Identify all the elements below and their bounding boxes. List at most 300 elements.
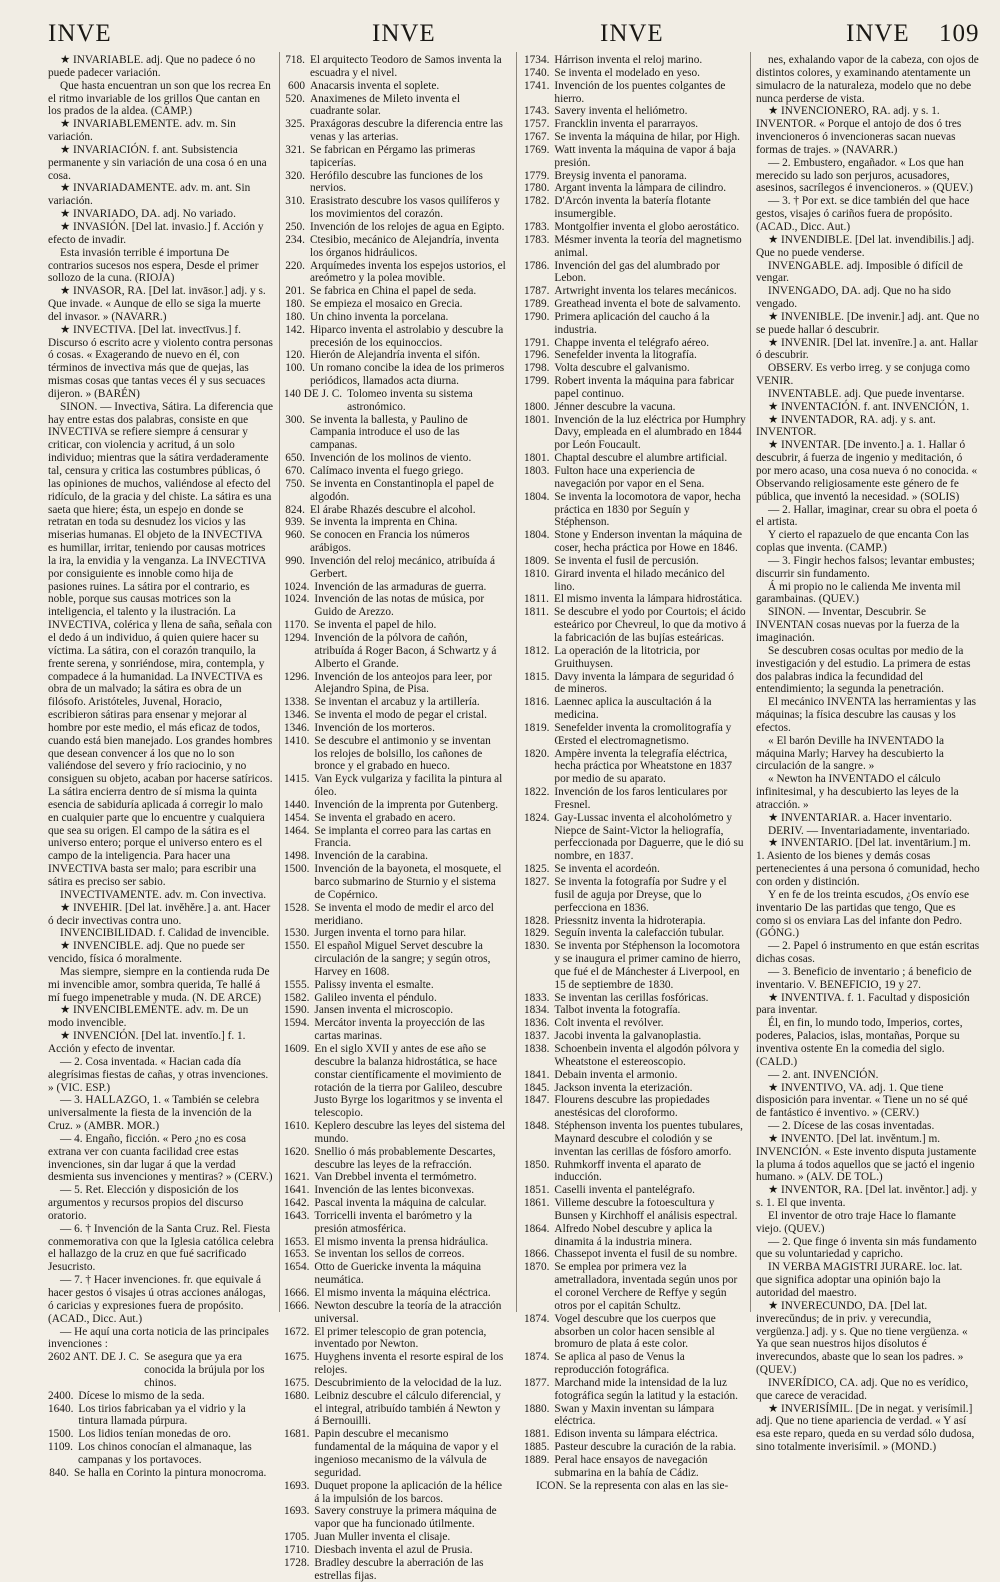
entry-paragraph: ★ INVARIADO, DA. adj. No variado.	[60, 208, 236, 221]
chronology-text: Marchand mide la intensidad de la luz fotográfica según la latitud y la estación.	[554, 1376, 738, 1402]
chronology-year: 1847.	[524, 1094, 550, 1107]
chronology-row	[284, 1300, 506, 1326]
chronology-text: Argant inventa la lámpara de cilindro.	[554, 182, 727, 195]
chronology-text: Se inventa el acordeón.	[554, 863, 660, 876]
entry-paragraph: — 2. Embustero, engañador. « Los que han merecido su lado son perjuros, acusadores, asesinos, sacrílegos é invencioneros. » (QUEV.)	[756, 156, 973, 195]
chronology-text: Laennec aplica la auscultación á la medicina.	[554, 696, 712, 722]
entry-paragraph: « El barón Deville ha INVENTADO la máquina Marly; Harvey ha descubierto la circulación de la sangre. »	[756, 734, 945, 773]
entry-paragraph: — 2. Que finge ó inventa sin más fundamento que su voluntariedad y capricho.	[756, 1235, 977, 1261]
chronology-year: 1170.	[284, 619, 309, 632]
chronology-row	[524, 1184, 746, 1197]
chronology-year: 1786.	[524, 259, 550, 272]
chronology-row	[524, 221, 746, 234]
chronology-row	[284, 773, 506, 799]
chronology-row	[284, 234, 506, 260]
chronology-year: 1837.	[524, 1030, 550, 1043]
chronology-year: 1710.	[284, 1543, 310, 1556]
chronology-text: Debain inventa el armonio.	[554, 1068, 678, 1081]
chronology-year: 1643.	[284, 1209, 310, 1222]
column-3	[524, 54, 746, 1492]
chronology-row	[284, 812, 506, 825]
entry-paragraph: ★ INVENIR. [Del lat. invenīre.] a. ant. Hallar ó descubrir.	[756, 336, 978, 362]
chronology-row	[524, 1004, 746, 1017]
chronology-year: 1828.	[524, 914, 550, 927]
chronology-year: 1816.	[524, 696, 550, 709]
chronology-text: Senefelder inventa la cromolitografía y Œrsted el electromagnetismo.	[554, 721, 732, 747]
chronology-row	[284, 1544, 506, 1557]
chronology-text: Un romano concibe la idea de los primeros periódicos, llamados acta diurna.	[310, 362, 505, 388]
chronology-row	[284, 414, 506, 453]
entry-paragraph: — 2. Hallar, imaginar, crear su obra el poeta ó el artista.	[756, 503, 978, 529]
entry-paragraph: — 7. † Hacer invenciones. fr. que equivale á hacer gestos ó visajes ú otras acciones análogas, ó caricias y expresiones fuera de propósito. (ACAD., Dicc. Aut.)	[48, 1274, 266, 1325]
chronology-year: 1801.	[524, 452, 550, 465]
chronology-row	[284, 260, 506, 286]
chronology-text: Jacobi inventa la galvanoplastia.	[554, 1030, 702, 1043]
chronology-text: Se inventa el modo de pegar el cristal.	[314, 709, 487, 722]
chronology-year: 1675.	[284, 1351, 310, 1364]
chronology-year: 1693.	[284, 1479, 310, 1492]
chronology-text: Se inventa la máquina de hilar, por High.	[554, 131, 741, 144]
chronology-year: 1693.	[284, 1505, 310, 1518]
entry-paragraph: ★ INVENTOR, RA. [Del lat. invĕntor.] adj. y s. 1. El que inventa.	[756, 1184, 977, 1210]
chronology-year: 1812.	[524, 644, 550, 657]
entry-paragraph: IN VERBA MAGISTRI JURARE. loc. lat. que significa adoptar una opinión bajo la autoridad del maestro.	[756, 1261, 963, 1299]
chronology-row	[284, 1505, 506, 1531]
chronology-text: El español Miguel Servet descubre la circulación de la sangre; y según otros, Harvey en 1608.	[314, 940, 491, 978]
entry-paragraph: ★ INVENTIVA. f. 1. Facultad y disposición para inventar.	[756, 991, 970, 1017]
chronology-text: Schoenbein inventa el algodón pólvora y Wheatstone el estereoscopio.	[554, 1042, 740, 1068]
chronology-row	[284, 362, 506, 388]
chronology-row	[524, 195, 746, 221]
entry-paragraph: ★ INVENTADOR, RA. adj. y s. ant. INVENTOR.	[756, 413, 936, 439]
chronology-text: Se inventa por Stéphenson la locomotora y se inaugura el primer camino de hierro, que fué el de Mánchester á Liverpool, en 15 de septiembre de 1830.	[554, 940, 741, 991]
entry-paragraph: Y cierto el rapazuelo de que encanta Con las coplas que inventa. (CAMP.)	[756, 529, 969, 555]
entry-paragraph: — 3. Beneficio de inventario ; á beneficio de inventario. V. BENEFICIO, 19 y 27.	[756, 965, 972, 991]
entry-paragraph: nes, exhalando vapor de la cabeza, con ojos de distintos colores, y examinando atentamente un simulacro de la naturaleza, modelo que no debe nunca perderse de vista.	[756, 54, 979, 105]
chronology-year: 1672.	[284, 1325, 310, 1338]
chronology-year: 1440.	[284, 798, 310, 811]
entry-paragraph: ★ INVASOR, RA. [Del lat. invāsor.] adj. y s. Que invade. « Aunque de ello se siga la muerte del invasor. » (NAVARR.)	[48, 285, 266, 323]
running-head-right: INVE	[846, 20, 910, 47]
chronology-year: 840.	[49, 1466, 69, 1479]
chronology-row	[524, 568, 746, 594]
chronology-text: Senefelder inventa la litografía.	[554, 349, 697, 362]
chronology-year: 1415.	[284, 773, 310, 786]
chronology-text: Mésmer inventa la teoría del magnetismo animal.	[554, 233, 742, 259]
chronology-year: 1530.	[284, 927, 310, 940]
chronology-row	[524, 311, 746, 337]
entry-paragraph: ★ INVENIBLE. [De invenir.] adj. ant. Que no se puede hallar ó descubrir.	[756, 310, 980, 336]
chronology-text: Invención de la bayoneta, el mosquete, el barco submarino de Sturnio y el sistema de Copérnico.	[314, 863, 502, 901]
chronology-year: 939.	[285, 516, 305, 529]
chronology-text: Snellio ó más probablemente Descartes, descubre las leyes de la refracción.	[314, 1145, 496, 1171]
chronology-text: Talbot inventa la fotografía.	[554, 1004, 681, 1017]
chronology-row	[524, 465, 746, 491]
chronology-text: Dícese lo mismo de la seda.	[78, 1389, 205, 1402]
chronology-year: 1594.	[284, 1017, 310, 1030]
chronology-row	[524, 452, 746, 465]
running-head-left: INVE	[48, 20, 112, 47]
chronology-year: 1799.	[524, 375, 550, 388]
chronology-text: Girard inventa el hilado mecánico del lino.	[554, 567, 725, 593]
chronology-row	[284, 593, 506, 619]
chronology-row	[524, 491, 746, 530]
chronology-year: 1845.	[524, 1081, 550, 1094]
chronology-year: 650.	[285, 452, 305, 465]
chronology-row	[524, 1030, 746, 1043]
chronology-year: 1109.	[48, 1441, 73, 1454]
chronology-text: Herófilo descubre las funciones de los nervios.	[310, 169, 483, 195]
chronology-text: Fulton hace una experiencia de navegación por vapor en el Sena.	[554, 465, 705, 490]
chronology-row	[524, 722, 746, 748]
chronology-row	[524, 915, 746, 928]
chronology-year: 1769.	[524, 143, 550, 156]
chronology-row	[284, 1261, 506, 1287]
chronology-row	[284, 799, 506, 812]
chronology-row	[524, 927, 746, 940]
entry-paragraph: — 2. Cosa inventada. « Hacian cada día alegrísimas fiestas de cañas, y otras invenciones. » (VIC. ESP.)	[48, 1055, 269, 1094]
page-number: 109	[939, 20, 980, 47]
chronology-row	[284, 735, 506, 774]
chronology-text: Ruhmkorff inventa el aparato de inducción.	[554, 1158, 702, 1184]
chronology-row	[284, 902, 506, 928]
chronology-year: 1555.	[284, 978, 310, 991]
chronology-row	[524, 362, 746, 375]
chronology-row	[284, 979, 506, 992]
entry-paragraph: ★ INVENCIBLEMENTE. adv. m. De un modo invencible.	[48, 1004, 249, 1030]
chronology-text: Alfredo Nobel descubre y aplica la dinamita á la industria minera.	[554, 1222, 713, 1248]
chronology-text: Seguín inventa la calefacción tubular.	[554, 927, 725, 940]
chronology-row	[284, 465, 506, 478]
chronology-year: 1801.	[524, 413, 550, 426]
chronology-row	[524, 118, 746, 131]
chronology-text: Ctesibio, mecánico de Alejandría, inventa los órganos hidráulicos.	[310, 233, 499, 259]
chronology-row	[524, 1428, 746, 1441]
chronology-row	[284, 1531, 506, 1544]
chronology-text: Anacarsis inventa el soplete.	[310, 79, 440, 92]
chronology-text: Leibniz descubre el cálculo diferencial, y el integral, atribuído también á Newton y á Bernouilli.	[314, 1389, 501, 1428]
chronology-text: Chassepot inventa el fusil de su nombre.	[554, 1248, 738, 1261]
chronology-year: 1767.	[524, 131, 550, 144]
entry-paragraph: ★ INVENTIVO, VA. adj. 1. Que tiene disposición para inventar. « Tiene un no sé qué de fantástico é inventivo. » (CERV.)	[756, 1081, 968, 1120]
chronology-row	[524, 696, 746, 722]
chronology-row	[284, 1377, 506, 1390]
chronology-text: Gay-Lussac inventa el alcoholómetro y Niepce de Saint-Victor la heliografía, perfeccionada por Daguerre, que le dió su nombre, en 1837.	[554, 811, 744, 863]
chronology-row	[284, 54, 506, 80]
chronology-row	[284, 1390, 506, 1429]
iconography-note: ICON. Se la representa con alas en las sie-	[536, 1479, 729, 1492]
chronology-row	[524, 593, 746, 606]
chronology-year: 1642.	[284, 1197, 310, 1210]
chronology-year: 2400.	[48, 1389, 74, 1402]
chronology-row	[524, 812, 746, 863]
chronology-row	[284, 93, 506, 119]
chronology-year: 1680.	[284, 1389, 310, 1402]
chronology-row	[524, 1197, 746, 1223]
chronology-text: Davy inventa la lámpara de seguridad ó de mineros.	[554, 670, 734, 696]
chronology-year: 1728.	[284, 1556, 310, 1569]
chronology-text: Hierón de Alejandría inventa el sifón.	[310, 349, 481, 362]
chronology-year: 1620.	[284, 1145, 310, 1158]
chronology-row	[524, 863, 746, 876]
chronology-year: 1833.	[524, 991, 550, 1004]
chronology-row	[284, 118, 506, 144]
chronology-text: Los lidios tenían monedas de oro.	[78, 1428, 231, 1441]
chronology-text: El mismo inventa la prensa hidráulica.	[314, 1235, 489, 1248]
entry-paragraph: ★ INVARIACIÓN. f. ant. Subsistencia permanente y sin variación de una cosa ó en una cosa.	[48, 143, 267, 182]
chronology-row	[48, 1467, 274, 1480]
chronology-row	[524, 786, 746, 812]
chronology-row	[284, 927, 506, 940]
chronology-year: 1829.	[524, 927, 550, 940]
chronology-text: Ampère inventa la telegrafía eléctrica, hecha práctica por Wheatstone en 1837 por medio de su aparato.	[554, 747, 733, 786]
chronology-year: 1810.	[524, 567, 550, 580]
chronology-text: Se inventan los sellos de correos.	[314, 1248, 465, 1261]
chronology-year: 990.	[285, 554, 305, 567]
chronology-text: Volta descubre el galvanismo.	[554, 362, 690, 375]
chronology-year: 1796.	[524, 349, 550, 362]
chronology-text: Edison inventa su lámpara eléctrica.	[554, 1428, 718, 1441]
chronology-year: 234.	[285, 233, 305, 246]
chronology-year: 1641.	[284, 1184, 310, 1197]
chronology-text: Los tirios fabricaban ya el vidrio y la tintura llamada púrpura.	[78, 1402, 246, 1428]
chronology-text: Montgolfier inventa el globo aerostático.	[554, 220, 740, 233]
column-2-chronology	[284, 54, 506, 1582]
chronology-row	[524, 131, 746, 144]
chronology-year: 1850.	[524, 1158, 550, 1171]
chronology-text: Se inventan las cerillas fosfóricas.	[554, 991, 709, 1004]
chronology-text: Invención de la luz eléctrica por Humphry Davy, empleada en el alumbrado en 1844 por León Foucault.	[554, 413, 746, 452]
chronology-row	[524, 940, 746, 991]
chronology-row	[524, 1094, 746, 1120]
chronology-text: Invención de los puentes colgantes de hierro.	[554, 79, 726, 105]
entry-paragraph: — 3. Fingir hechos falsos; levantar embustes; discurrir sin fundamento.	[756, 554, 975, 580]
column-4-entries	[756, 54, 980, 1454]
column-1-entries	[48, 54, 274, 1351]
chronology-text: Descubrimiento de la velocidad de la luz.	[314, 1376, 502, 1389]
chronology-text: Se asegura que ya era conocida la brújula por los chinos.	[144, 1351, 265, 1389]
entry-paragraph: — 4. Engaño, ficción. « Pero ¿no es cosa extrana ver con cuanta facilidad cree estas invenciones, sin dar lugar á que la verdad desmienta sus invenciones y mentiras? » (CERV.)	[48, 1132, 273, 1184]
chronology-text: Praxágoras descubre la diferencia entre las venas y las arterias.	[310, 118, 503, 144]
chronology-row	[284, 696, 506, 709]
chronology-text: Se implanta el correo para las cartas en Francia.	[314, 824, 492, 850]
entry-paragraph: Que hasta encuentran un son que los recrea En el ritmo invariable de los grillos Que cantan en los prados de la aldea. (CAMP.)	[48, 79, 271, 118]
chronology-row	[284, 671, 506, 697]
chronology-text: Greathead inventa el bote de salvamento.	[554, 298, 741, 311]
chronology-year: 1681.	[284, 1428, 310, 1441]
chronology-row	[524, 1351, 746, 1377]
chronology-year: 100.	[285, 362, 305, 375]
chronology-year: 1734.	[524, 54, 550, 66]
chronology-text: Priessnitz inventa la hidroterapia.	[554, 914, 706, 927]
chronology-text: Se inventa el grabado en acero.	[314, 811, 456, 824]
chronology-text: Papin descubre el mecanismo fundamental de la máquina de vapor y el ingenioso mecanismo de la válvula de seguridad.	[314, 1428, 499, 1479]
chronology-row	[284, 311, 506, 324]
chronology-text: Se inventa el fusil de percusión.	[554, 554, 699, 567]
chronology-row	[284, 1248, 506, 1261]
chronology-year: 1848.	[524, 1120, 550, 1133]
chronology-text: Swan y Maxin inventan su lámpara eléctrica.	[554, 1402, 715, 1428]
entry-paragraph: — 2. ant. INVENCIÓN.	[768, 1068, 879, 1081]
chronology-text: Stone y Enderson inventan la máquina de coser, hecha práctica por Howe en 1846.	[554, 529, 743, 555]
entry-paragraph: ★ INVENCIBLE. adj. Que no puede ser vencido, física ó moralmente.	[48, 940, 245, 966]
chronology-year: 1874.	[524, 1312, 550, 1325]
chronology-text: Breysig inventa el panorama.	[554, 169, 687, 182]
chronology-row	[524, 1120, 746, 1159]
chronology-year: 1836.	[524, 1017, 550, 1030]
chronology-year: 1346.	[284, 709, 310, 722]
chronology-text: Peral hace ensayos de navegación submarina en la bahía de Cádiz.	[554, 1453, 708, 1479]
chronology-row	[524, 260, 746, 286]
chronology-year: 1528.	[284, 901, 310, 914]
chronology-text: Se inventa el papel de hilo.	[314, 619, 437, 632]
chronology-row	[48, 1351, 274, 1390]
entry-paragraph: — 3. HALLAZGO, 1. « También se celebra universalmente la fiesta de la invención de la Cruz. » (AMBR. MOR.)	[48, 1094, 260, 1133]
chronology-text: D'Arcón inventa la batería flotante insumergible.	[554, 195, 711, 221]
chronology-row	[48, 1403, 274, 1429]
chronology-year: 1870.	[524, 1261, 550, 1274]
chronology-text: Robert inventa la máquina para fabricar papel continuo.	[554, 375, 735, 400]
entry-paragraph: Esta invasión terrible é importuna De contrarios sucesos nos espera, Desde el primer sollozo de la cuna. (RIOJA)	[48, 246, 259, 285]
chronology-row	[284, 1287, 506, 1300]
chronology-year: 1610.	[284, 1120, 310, 1133]
chronology-text: Invención de la imprenta por Gutenberg.	[314, 798, 499, 811]
chronology-text: El primer telescopio de gran potencia, inventado por Newton.	[314, 1325, 487, 1351]
chronology-row	[284, 221, 506, 234]
chronology-text: El mismo inventa la lámpara hidrostática.	[554, 593, 743, 606]
chronology-year: 1779.	[524, 169, 550, 182]
chronology-row	[284, 452, 506, 465]
chronology-row	[524, 401, 746, 414]
chronology-row	[284, 516, 506, 529]
chronology-year: 824.	[285, 503, 305, 516]
chronology-year: 1780.	[524, 182, 550, 195]
chronology-year: 1782.	[524, 195, 550, 208]
entry-paragraph: Mas siempre, siempre en la contienda ruda De mi invencible amor, sombra querida, Te hallé á mí fuego impenetrable y muda. (N. DE ARCE)	[48, 965, 270, 1004]
entry-paragraph: ★ INVENTARIO. [Del lat. inventārium.] m. 1. Asiento de los bienes y demás cosas pertenecientes á una persona ó comunidad, hecho con orden y distinción.	[756, 837, 980, 888]
chronology-text: En el siglo XVII y antes de ese año se descubre la balanza hidrostática, se hace constar científicamente el movimiento de rotación de la tierra por Galileo, descubre Justo Byrge los logaritmos y se inventa el telescopio.	[314, 1042, 503, 1120]
chronology-text: Chappe inventa el telégrafo aéreo.	[554, 336, 710, 349]
chronology-year: 1666.	[284, 1287, 310, 1299]
chronology-text: Erasistrato descubre los vasos quilíferos y los movimientos del corazón.	[310, 195, 500, 221]
column-4	[756, 54, 980, 1454]
chronology-row	[524, 182, 746, 195]
chronology-text: Savery construye la primera máquina de vapor que ha funcionado útilmente.	[314, 1505, 497, 1531]
chronology-year: 142.	[285, 323, 305, 336]
chronology-year: 310.	[285, 195, 305, 208]
chronology-row	[284, 80, 506, 93]
chronology-text: Se fabrica en China el papel de seda.	[310, 285, 477, 298]
chronology-year: 1864.	[524, 1222, 550, 1235]
column-rule	[279, 52, 280, 1312]
chronology-year: 1500.	[284, 863, 310, 876]
chronology-row	[284, 709, 506, 722]
chronology-text: Se inventa la fotografía por Sudre y el fusil de aguja por Dreyse, que lo perfecciona en 1836.	[554, 876, 727, 914]
chronology-text: Pascal inventa la máquina de calcular.	[314, 1197, 487, 1210]
chronology-row	[284, 863, 506, 902]
entry-paragraph: ★ INVARIABLEMENTE. adv. m. Sin variación.	[48, 118, 236, 144]
chronology-year: 1885.	[524, 1441, 550, 1454]
chronology-row	[284, 632, 506, 671]
chronology-row	[524, 414, 746, 453]
running-head-mid1: INVE	[372, 20, 436, 47]
chronology-row	[284, 1184, 506, 1197]
chronology-text: Chaptal descubre el alumbre artificial.	[554, 452, 728, 465]
chronology-year: 670.	[285, 465, 305, 477]
chronology-text: Huyghens inventa el resorte espiral de los relojes.	[314, 1351, 504, 1377]
chronology-year: 1851.	[524, 1184, 550, 1197]
chronology-row	[284, 298, 506, 311]
chronology-row	[284, 349, 506, 362]
chronology-year: 1740.	[524, 66, 550, 79]
chronology-year: 1804.	[524, 490, 550, 503]
chronology-text: Primera aplicación del caucho á la industria.	[554, 310, 710, 336]
entry-paragraph: ★ INVASIÓN. [Del lat. invasio.] f. Acción y efecto de invadir.	[48, 220, 264, 246]
chronology-row	[284, 1236, 506, 1249]
entry-paragraph: ★ INVARIABLE. adj. Que no padece ó no puede padecer variación.	[48, 54, 256, 79]
chronology-year: 1640.	[48, 1402, 74, 1415]
chronology-text: Invención del reloj mecánico, atribuída á Gerbert.	[310, 554, 496, 580]
chronology-row	[524, 1017, 746, 1030]
chronology-text: Van Eyck vulgariza y facilita la pintura al óleo.	[314, 773, 503, 799]
chronology-text: Anaximenes de Mileto inventa el cuadrante solar.	[310, 92, 460, 118]
chronology-row	[524, 1223, 746, 1249]
chronology-year: 1803.	[524, 465, 550, 477]
entry-paragraph: ★ INVENTO. [Del lat. invĕntum.] m. INVENCIÓN. « Este invento disputa justamente la pluma á todos aquellos que se jactó el ingenio humano. » (ALV. DE TOL.)	[756, 1132, 977, 1184]
chronology-year: 201.	[285, 285, 305, 298]
chronology-year: 1800.	[524, 400, 550, 413]
chronology-year: 1787.	[524, 285, 550, 298]
entry-paragraph: « Newton ha INVENTADO el cálculo infinitesimal, y ha descubierto las leyes de la atracción. »	[756, 773, 959, 811]
column-2	[284, 54, 506, 1582]
chronology-year: 1877.	[524, 1376, 550, 1389]
chronology-year: 1024.	[284, 580, 310, 593]
chronology-year: 250.	[285, 220, 305, 233]
entry-paragraph: ★ INVENCIÓN. [Del lat. inventĭo.] f. 1. Acción y efecto de inventar.	[48, 1030, 246, 1055]
chronology-text: Se inventa el modo de medir el arco del meridiano.	[314, 901, 494, 927]
chronology-text: Se inventa la locomotora de vapor, hecha práctica en 1830 por Seguín y Stéphenson.	[554, 490, 741, 529]
chronology-year: 1653.	[284, 1235, 310, 1248]
chronology-year: 1654.	[284, 1261, 310, 1274]
entry-paragraph: SINON. — Inventar, Descubrir. Se INVENTAN cosas nuevas por la fuerza de la imaginación.	[756, 606, 960, 644]
chronology-year: 1621.	[284, 1171, 310, 1184]
entry-paragraph: ★ INVECTIVA. [Del lat. invectīvus.] f. Discurso ó escrito acre y violento contra personas ó cosas. « Exagerando de nuevo en él, con términos de invectiva más que de quejas, las mismas cosas que tantas veces él y sus secuaces dijeron. » (BARÉN)	[48, 323, 273, 400]
chronology-year: 1881.	[524, 1428, 550, 1441]
chronology-text: Invención de las lentes biconvexas.	[314, 1184, 475, 1197]
chronology-year: 180.	[285, 298, 305, 311]
chronology-row	[284, 1017, 506, 1043]
chronology-row	[524, 1159, 746, 1185]
chronology-text: Juan Muller inventa el clisaje.	[314, 1531, 451, 1544]
chronology-text: Jackson inventa la eterización.	[554, 1081, 693, 1094]
chronology-text: Se emplea por primera vez la ametralladora, inventada según unos por el coronel Verchere de Reffye y según otros por el capitán Schultz.	[554, 1261, 738, 1312]
running-head-mid2: INVE	[600, 20, 664, 47]
chronology-year: 1757.	[524, 118, 550, 131]
chronology-row	[284, 170, 506, 196]
chronology-year: 1838.	[524, 1042, 550, 1055]
entry-paragraph: Y en fe de los treinta escudos, ¿Os envío ese inventario De las partidas que tengo, Que es como si os enviara Las del infante don Pedro. (GÓNG.)	[756, 888, 969, 940]
chronology-year: 180.	[285, 310, 305, 323]
chronology-row	[524, 1069, 746, 1082]
chronology-text: Invención de las armaduras de guerra.	[314, 580, 487, 593]
chronology-year: 600	[288, 79, 305, 92]
chronology-year: 1824.	[524, 811, 550, 824]
chronology-year: 960.	[285, 529, 305, 542]
chronology-text: Invención de los relojes de agua en Egipto.	[310, 220, 505, 233]
chronology-year: 1338.	[284, 696, 310, 709]
entry-paragraph: ★ INVENCIONERO, RA. adj. y s. 1. INVENTOR. « Porque el antojo de dos ó tres invencioneros ó invencioneras sacan nuevas formas de trajes. » (NAVARR.)	[756, 105, 962, 156]
column-3-chronology	[524, 54, 746, 1480]
